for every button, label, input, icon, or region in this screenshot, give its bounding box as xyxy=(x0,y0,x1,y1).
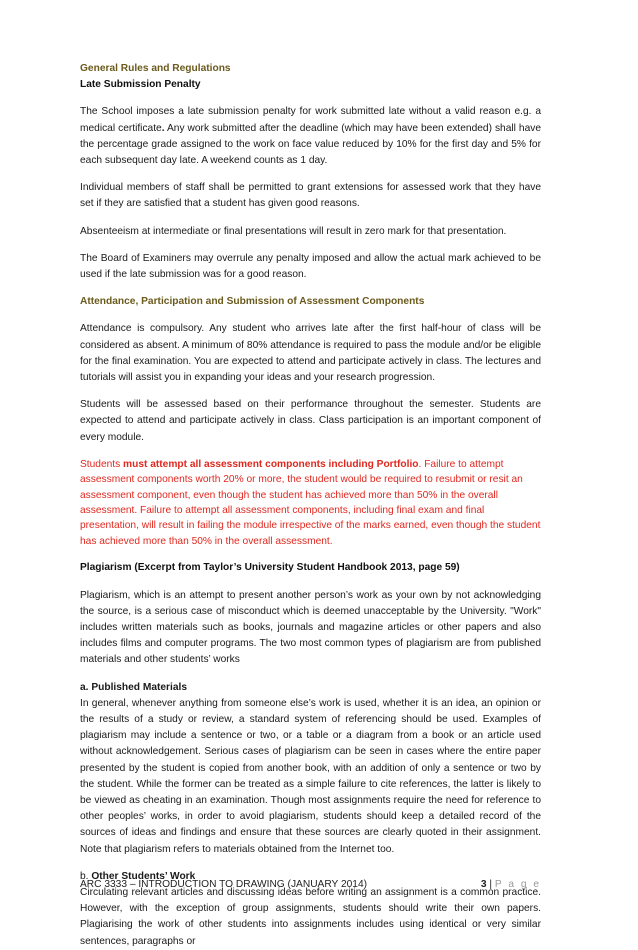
published-materials-paragraph: In general, whenever anything from someone else’s work is used, whether it is an idea, an opinion or the results of a study or review, a standard system of referencing should be used. Examples of plagiarism may include a sentence or two, or a table or a diagram from a book or an article used without acknowledgement. Serious cases of plagiarism can be seen in cases where the entire paper presented by the student is copied from another book, with an addition of only a sentence or two by the student. While the former can be treated as a simple failure to cite references, the latter is likely to be viewed as cheating in an examination. Though most assignments require the need for reference to other peoples’ works, in order to avoid plagiarism, students should keep a detailed record of the sources of ideas and findings and ensure that these sources are clearly quoted in their assignment. Note that plagiarism refers to materials obtained from the Internet too. xyxy=(80,697,541,855)
published-materials-heading: a. Published Materials xyxy=(80,681,188,693)
late-penalty-paragraph-3: Absenteeism at intermediate or final presentations will result in zero mark for that presentation. xyxy=(80,225,507,237)
attendance-heading: Attendance, Participation and Submission of Assessment Components xyxy=(80,296,425,308)
other-students-work-heading: b. Other Students’ Work xyxy=(80,870,196,882)
late-penalty-heading: Late Submission Penalty xyxy=(80,79,201,91)
plagiarism-heading: Plagiarism (Excerpt from Taylor’s University Student Handbook 2013, page 59) xyxy=(80,562,460,574)
assessment-warning-paragraph: Students must attempt all assessment components including Portfolio. Failure to attempt assessment components worth 20% or more, the student would be required to resubmit or resit an assessment component, even though the student has achieved more than 50% in the overall assessment. Failure to attempt all assessment components, including final exam and final presentation, will result in failing the module irrespective of the marks earned, even though the student has achieved more than 50% in the overall assessment. xyxy=(80,458,541,547)
late-penalty-paragraph-4: The Board of Examiners may overrule any penalty imposed and allow the actual mark achieved to be used if the late submission was for a good reason. xyxy=(80,252,541,281)
section-title: General Rules and Regulations xyxy=(80,63,231,74)
other-students-work-paragraph: Circulating relevant articles and discussing ideas before writing an assignment is a common practice. However, with the exception of group assignments, students should write their own papers. Plagiarising the work of other students into assignments includes using identical or very similar sentences, paragraphs or xyxy=(80,886,541,947)
late-penalty-paragraph-2: Individual members of staff shall be permitted to grant extensions for assessed work that they have set if they are satisfied that a student has given good reasons. xyxy=(80,182,541,210)
footer-course-title: ARC 3333 – INTRODUCTION TO DRAWING (JANUARY 2014) xyxy=(80,879,368,889)
page-footer xyxy=(80,877,541,889)
late-penalty-paragraph-1: The School imposes a late submission penalty for work submitted late without a valid reason e.g. a medical certificate. Any work submitted after the deadline (which may have been extended) shall have the percentage grade assigned to the work on face value reduced by 10% for the first day and 5% for each subsequent day late. A weekend counts as 1 day. xyxy=(80,106,542,167)
footer-page-number: 3 | P a g e xyxy=(480,879,541,889)
attendance-paragraph-1: Attendance is compulsory. Any student who arrives late after the first half-hour of class will be considered as absent. A minimum of 80% attendance is required to pass the module and/or be eligible for the final examination. You are expected to attend and participate actively in class. The lectures and tutorials will assist you in expanding your ideas and your research progression. xyxy=(80,323,541,384)
plagiarism-paragraph-1: Plagiarism, which is an attempt to present another person’s work as your own by not acknowledging the source, is a serious case of misconduct which is deemed unacceptable by the University. "Work" includes written materials such as books, journals and magazine articles or other papers and also includes films and computer programs. The two most common types of plagiarism are from published materials and other students’ works xyxy=(80,589,541,666)
attendance-paragraph-2: Students will be assessed based on their performance throughout the semester. Students are expected to attend and participate actively in class. Class participation is an important component of every module. xyxy=(80,399,541,443)
